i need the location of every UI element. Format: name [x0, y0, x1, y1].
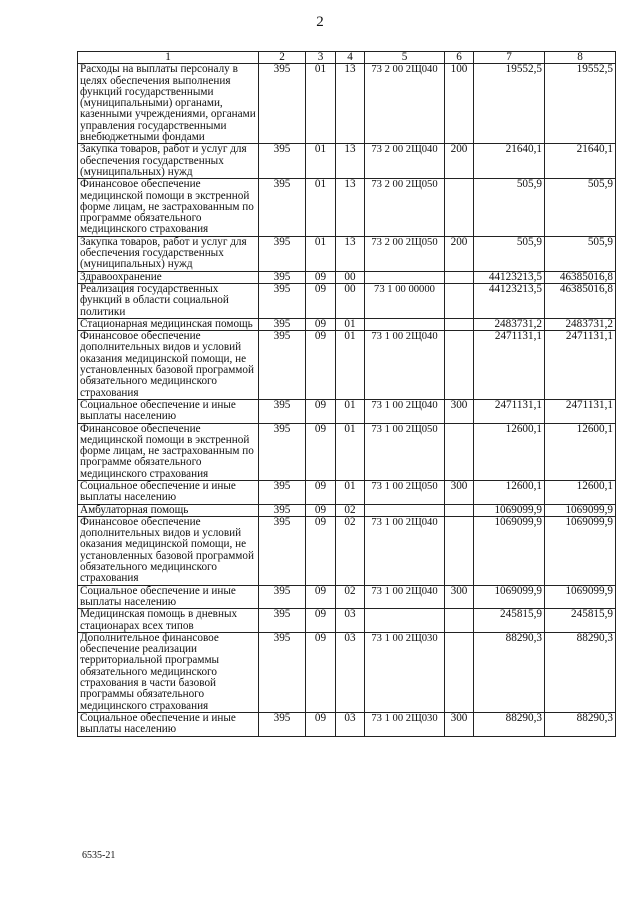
table-row: [78, 632, 616, 712]
subsection-code-cell: 03: [336, 632, 365, 712]
subsection-code-cell: 02: [336, 585, 365, 609]
expense-type-cell: 300: [445, 399, 474, 423]
row-name-cell: Реализация государственных функций в области социальной политики: [78, 283, 259, 318]
column-header-ministry: 2: [259, 52, 306, 64]
ministry-code-cell: 395: [259, 64, 306, 144]
sum-year-2-cell: 2471131,1: [545, 399, 616, 423]
row-name-cell: Социальное обеспечение и иные выплаты населению: [78, 712, 259, 736]
expense-type-cell: [445, 423, 474, 480]
table-row: [78, 712, 616, 736]
sum-year-1-cell: 44123213,5: [474, 271, 545, 283]
section-code-cell: 09: [306, 271, 336, 283]
sum-year-1-cell: 2483731,2: [474, 318, 545, 330]
sum-year-2-cell: 2471131,1: [545, 331, 616, 400]
row-name-cell: Медицинская помощь в дневных стационарах всех типов: [78, 609, 259, 633]
ministry-code-cell: 395: [259, 318, 306, 330]
section-code-cell: 09: [306, 516, 336, 585]
sum-year-1-cell: 1069099,9: [474, 504, 545, 516]
table-row: [78, 144, 616, 179]
row-name-cell: Закупка товаров, работ и услуг для обеспечения государственных (муниципальных) нужд: [78, 144, 259, 179]
row-name-cell: Закупка товаров, работ и услуг для обеспечения государственных (муниципальных) нужд: [78, 236, 259, 271]
target-item-cell: 73 1 00 2Щ030: [365, 632, 445, 712]
expense-type-cell: 200: [445, 236, 474, 271]
subsection-code-cell: 13: [336, 179, 365, 236]
table-body: [78, 64, 616, 736]
ministry-code-cell: 395: [259, 271, 306, 283]
column-header-expense-type: 6: [445, 52, 474, 64]
table-row: [78, 64, 616, 144]
section-code-cell: 09: [306, 609, 336, 633]
expense-type-cell: [445, 504, 474, 516]
target-item-cell: 73 1 00 2Щ030: [365, 712, 445, 736]
section-code-cell: 09: [306, 712, 336, 736]
subsection-code-cell: 01: [336, 331, 365, 400]
footer-code: 6535-21: [82, 850, 116, 861]
expense-type-cell: [445, 283, 474, 318]
sum-year-2-cell: 88290,3: [545, 712, 616, 736]
expense-type-cell: 100: [445, 64, 474, 144]
sum-year-2-cell: 1069099,9: [545, 516, 616, 585]
row-name-cell: Социальное обеспечение и иные выплаты населению: [78, 585, 259, 609]
section-code-cell: 09: [306, 504, 336, 516]
sum-year-2-cell: 88290,3: [545, 632, 616, 712]
ministry-code-cell: 395: [259, 585, 306, 609]
subsection-code-cell: 01: [336, 399, 365, 423]
sum-year-2-cell: 245815,9: [545, 609, 616, 633]
budget-table: [77, 51, 616, 737]
table-row: [78, 609, 616, 633]
subsection-code-cell: 02: [336, 504, 365, 516]
subsection-code-cell: 01: [336, 318, 365, 330]
expense-type-cell: 200: [445, 144, 474, 179]
row-name-cell: Социальное обеспечение и иные выплаты населению: [78, 480, 259, 504]
column-header-target-item: 5: [365, 52, 445, 64]
ministry-code-cell: 395: [259, 480, 306, 504]
sum-year-1-cell: 1069099,9: [474, 585, 545, 609]
target-item-cell: 73 2 00 2Щ040: [365, 144, 445, 179]
sum-year-2-cell: 46385016,8: [545, 271, 616, 283]
sum-year-2-cell: 505,9: [545, 236, 616, 271]
target-item-cell: 73 1 00 2Щ040: [365, 399, 445, 423]
table-row: [78, 423, 616, 480]
sum-year-1-cell: 1069099,9: [474, 516, 545, 585]
sum-year-2-cell: 21640,1: [545, 144, 616, 179]
subsection-code-cell: 02: [336, 516, 365, 585]
expense-type-cell: 300: [445, 585, 474, 609]
sum-year-2-cell: 2483731,2: [545, 318, 616, 330]
table-row: [78, 283, 616, 318]
ministry-code-cell: 395: [259, 236, 306, 271]
sum-year-1-cell: 12600,1: [474, 423, 545, 480]
row-name-cell: Финансовое обеспечение дополнительных видов и условий оказания медицинской помощи, не установленных базовой программой обязательного медицинского страхования: [78, 516, 259, 585]
expense-type-cell: 300: [445, 480, 474, 504]
sum-year-1-cell: 88290,3: [474, 632, 545, 712]
target-item-cell: 73 2 00 2Щ050: [365, 236, 445, 271]
section-code-cell: 09: [306, 283, 336, 318]
ministry-code-cell: 395: [259, 399, 306, 423]
row-name-cell: Дополнительное финансовое обеспечение реализации территориальной программы обязательного медицинского страхования в части базовой программы обязательного медицинского страхования: [78, 632, 259, 712]
ministry-code-cell: 395: [259, 331, 306, 400]
ministry-code-cell: 395: [259, 504, 306, 516]
subsection-code-cell: 03: [336, 609, 365, 633]
column-header-sum-year-2: 8: [545, 52, 616, 64]
row-name-cell: Стационарная медицинская помощь: [78, 318, 259, 330]
target-item-cell: 73 1 00 2Щ050: [365, 423, 445, 480]
sum-year-2-cell: 19552,5: [545, 64, 616, 144]
table-row: [78, 236, 616, 271]
table-row: [78, 585, 616, 609]
subsection-code-cell: 03: [336, 712, 365, 736]
table-row: [78, 271, 616, 283]
subsection-code-cell: 13: [336, 144, 365, 179]
target-item-cell: 73 1 00 2Щ040: [365, 516, 445, 585]
sum-year-1-cell: 19552,5: [474, 64, 545, 144]
table-row: [78, 516, 616, 585]
section-code-cell: 09: [306, 632, 336, 712]
subsection-code-cell: 00: [336, 271, 365, 283]
sum-year-2-cell: 12600,1: [545, 480, 616, 504]
sum-year-2-cell: 46385016,8: [545, 283, 616, 318]
ministry-code-cell: 395: [259, 632, 306, 712]
section-code-cell: 01: [306, 64, 336, 144]
target-item-cell: [365, 504, 445, 516]
subsection-code-cell: 00: [336, 283, 365, 318]
section-code-cell: 09: [306, 585, 336, 609]
target-item-cell: 73 1 00 2Щ050: [365, 480, 445, 504]
row-name-cell: Расходы на выплаты персоналу в целях обеспечения выполнения функций государственными (муниципальными) органами, казенными учреждениями, органами управления государственными внебюджетными фондами: [78, 64, 259, 144]
section-code-cell: 09: [306, 331, 336, 400]
sum-year-2-cell: 1069099,9: [545, 504, 616, 516]
expense-type-cell: [445, 632, 474, 712]
sum-year-1-cell: 21640,1: [474, 144, 545, 179]
expense-type-cell: [445, 271, 474, 283]
subsection-code-cell: 13: [336, 64, 365, 144]
column-header-subsection: 4: [336, 52, 365, 64]
subsection-code-cell: 13: [336, 236, 365, 271]
section-code-cell: 09: [306, 480, 336, 504]
row-name-cell: Финансовое обеспечение медицинской помощи в экстренной форме лицам, не застрахованным по программе обязательного медицинского страхования: [78, 423, 259, 480]
expense-type-cell: 300: [445, 712, 474, 736]
sum-year-2-cell: 1069099,9: [545, 585, 616, 609]
expense-type-cell: [445, 609, 474, 633]
ministry-code-cell: 395: [259, 144, 306, 179]
section-code-cell: 01: [306, 179, 336, 236]
sum-year-1-cell: 505,9: [474, 179, 545, 236]
expense-type-cell: [445, 318, 474, 330]
table-row: [78, 504, 616, 516]
table-header-row: [78, 52, 616, 64]
column-header-sum-year-1: 7: [474, 52, 545, 64]
table-row: [78, 399, 616, 423]
ministry-code-cell: 395: [259, 179, 306, 236]
sum-year-1-cell: 2471131,1: [474, 399, 545, 423]
subsection-code-cell: 01: [336, 480, 365, 504]
column-header-name: 1: [78, 52, 259, 64]
table-row: [78, 179, 616, 236]
section-code-cell: 09: [306, 423, 336, 480]
sum-year-1-cell: 88290,3: [474, 712, 545, 736]
target-item-cell: 73 2 00 2Щ050: [365, 179, 445, 236]
page-number: 2: [316, 14, 324, 30]
table-row: [78, 331, 616, 400]
expense-type-cell: [445, 516, 474, 585]
sum-year-2-cell: 505,9: [545, 179, 616, 236]
ministry-code-cell: 395: [259, 516, 306, 585]
sum-year-1-cell: 12600,1: [474, 480, 545, 504]
row-name-cell: Социальное обеспечение и иные выплаты населению: [78, 399, 259, 423]
column-header-section: 3: [306, 52, 336, 64]
expense-type-cell: [445, 331, 474, 400]
target-item-cell: [365, 318, 445, 330]
ministry-code-cell: 395: [259, 609, 306, 633]
section-code-cell: 09: [306, 399, 336, 423]
section-code-cell: 01: [306, 144, 336, 179]
row-name-cell: Финансовое обеспечение дополнительных видов и условий оказания медицинской помощи, не установленных базовой программой обязательного медицинского страхования: [78, 331, 259, 400]
sum-year-1-cell: 245815,9: [474, 609, 545, 633]
section-code-cell: 01: [306, 236, 336, 271]
row-name-cell: Здравоохранение: [78, 271, 259, 283]
ministry-code-cell: 395: [259, 283, 306, 318]
row-name-cell: Амбулаторная помощь: [78, 504, 259, 516]
target-item-cell: 73 2 00 2Щ040: [365, 64, 445, 144]
expense-type-cell: [445, 179, 474, 236]
target-item-cell: [365, 609, 445, 633]
table-row: [78, 480, 616, 504]
target-item-cell: 73 1 00 00000: [365, 283, 445, 318]
section-code-cell: 09: [306, 318, 336, 330]
target-item-cell: 73 1 00 2Щ040: [365, 585, 445, 609]
ministry-code-cell: 395: [259, 712, 306, 736]
table-row: [78, 318, 616, 330]
sum-year-1-cell: 2471131,1: [474, 331, 545, 400]
target-item-cell: 73 1 00 2Щ040: [365, 331, 445, 400]
row-name-cell: Финансовое обеспечение медицинской помощи в экстренной форме лицам, не застрахованным по программе обязательного медицинского страхования: [78, 179, 259, 236]
target-item-cell: [365, 271, 445, 283]
sum-year-2-cell: 12600,1: [545, 423, 616, 480]
ministry-code-cell: 395: [259, 423, 306, 480]
sum-year-1-cell: 505,9: [474, 236, 545, 271]
sum-year-1-cell: 44123213,5: [474, 283, 545, 318]
subsection-code-cell: 01: [336, 423, 365, 480]
